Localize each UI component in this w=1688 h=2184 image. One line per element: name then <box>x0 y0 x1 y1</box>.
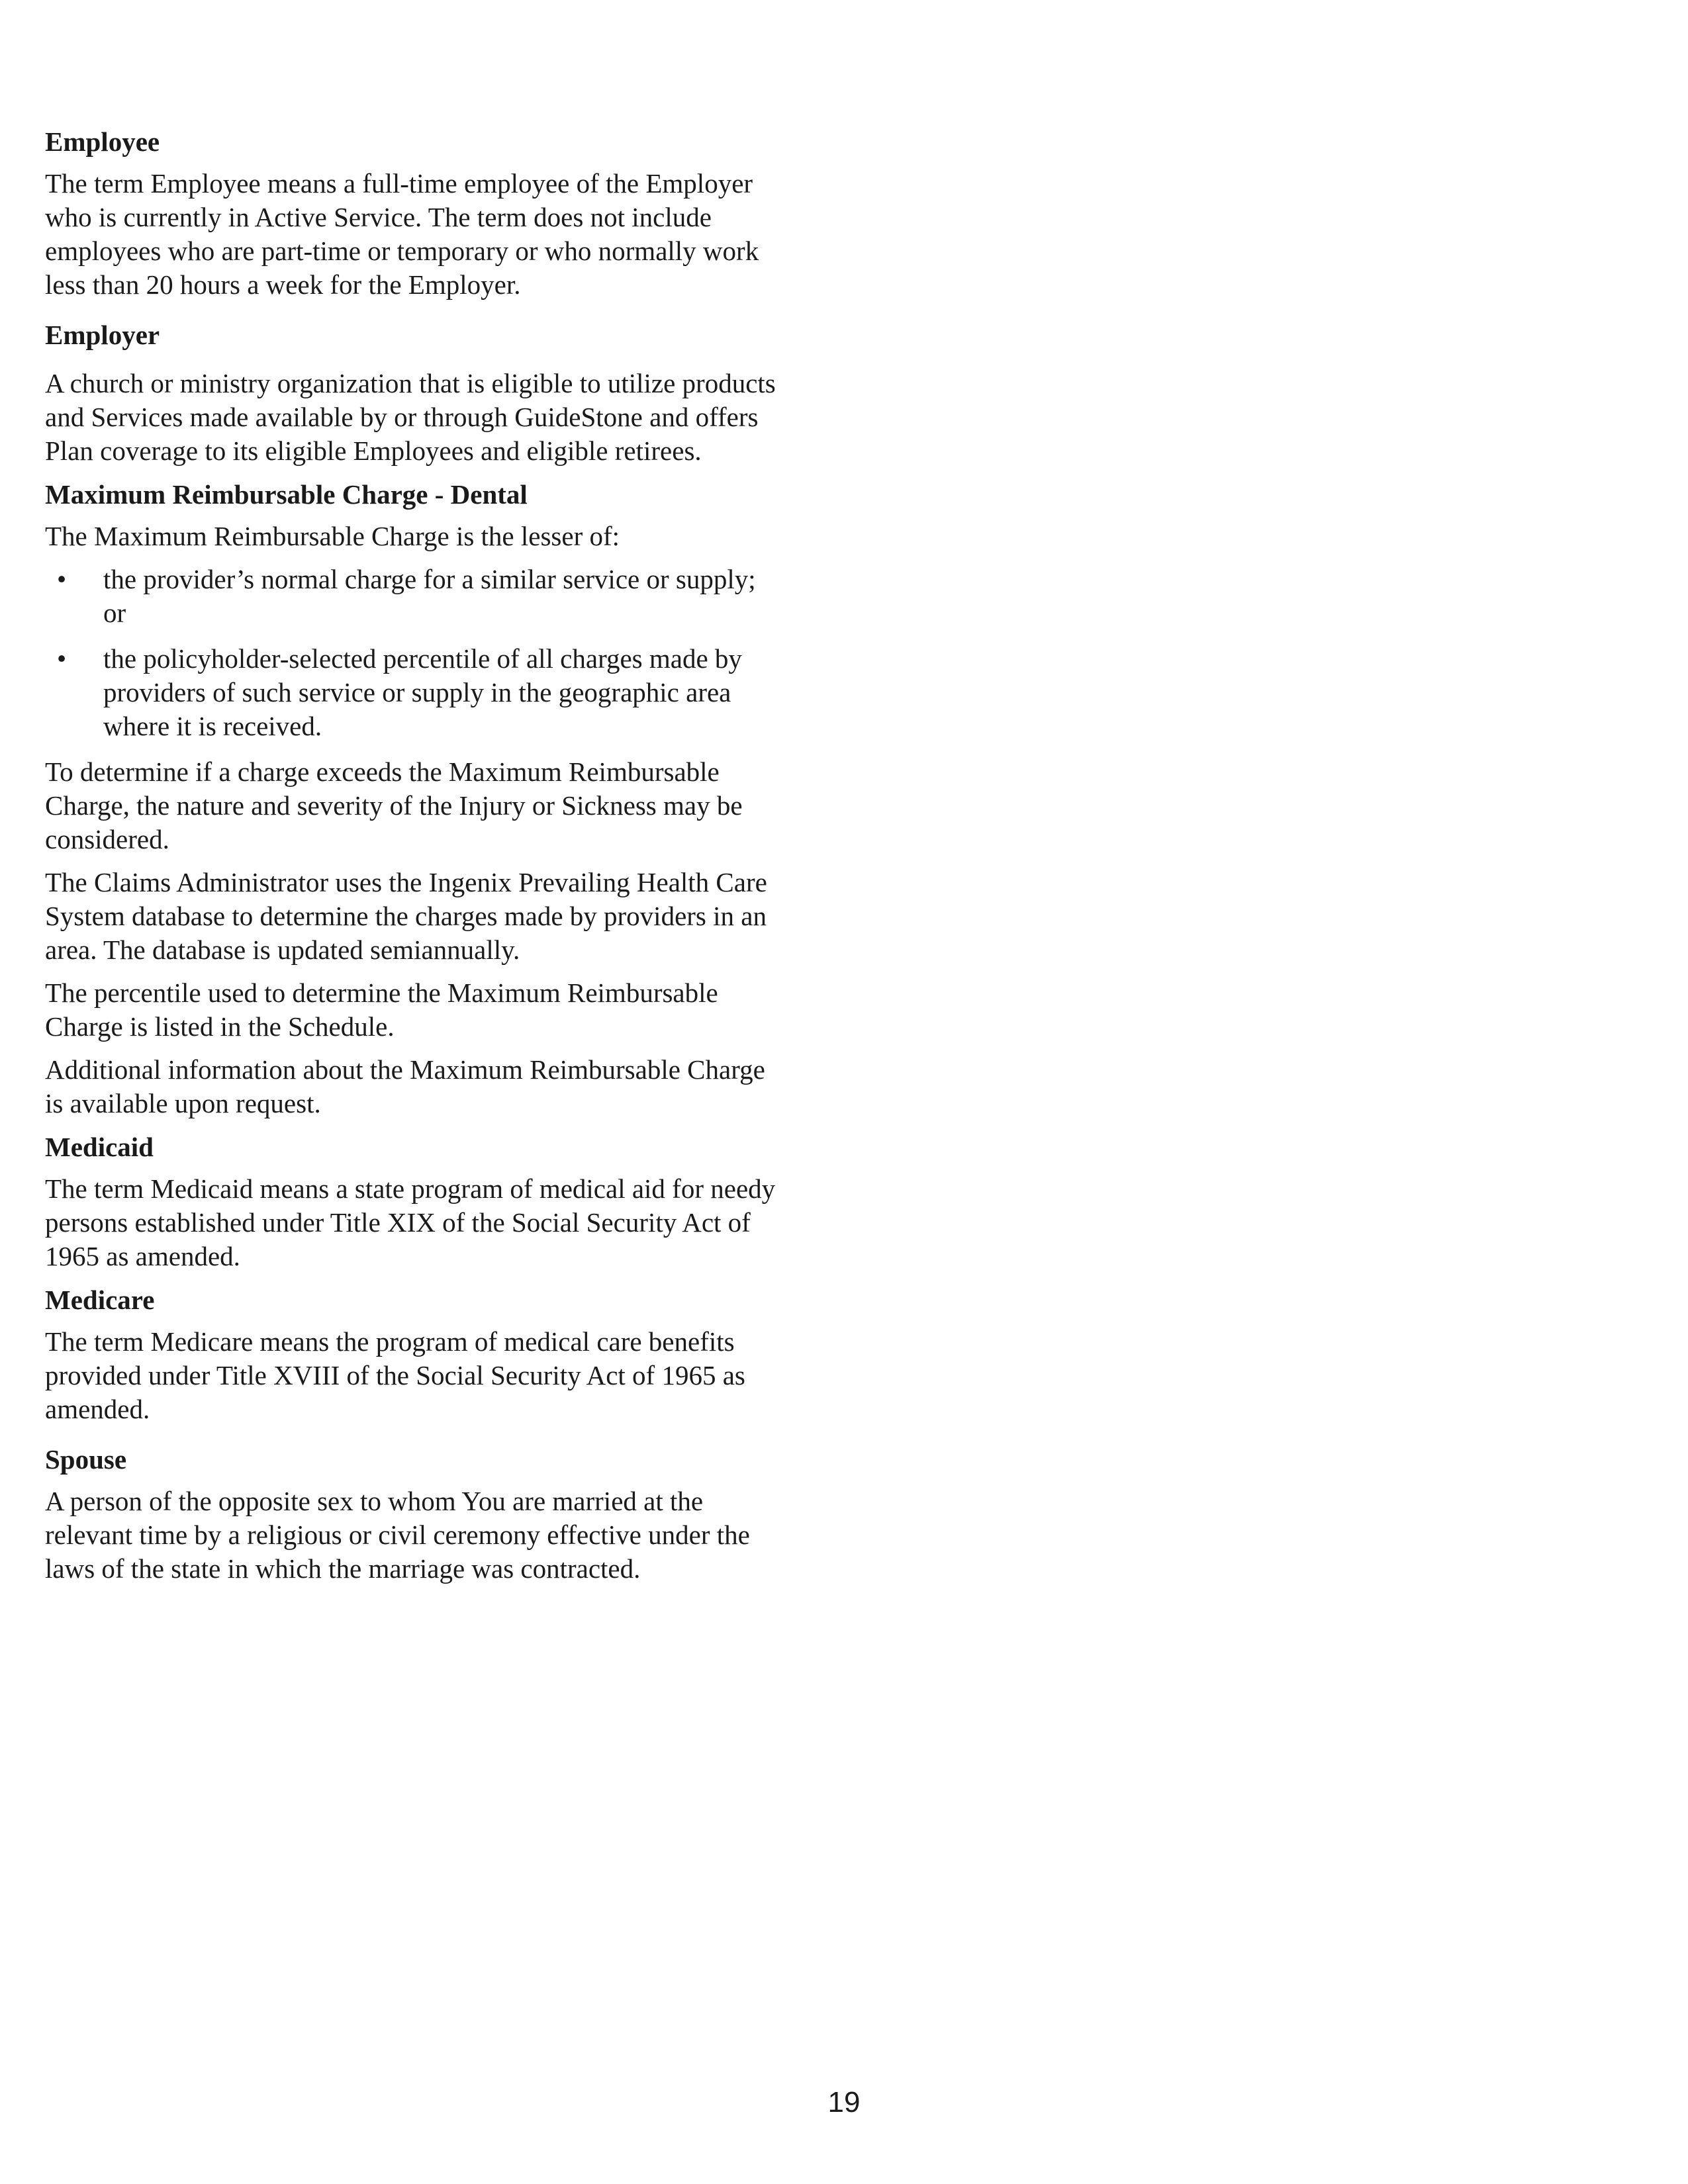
bullet-icon: • <box>56 643 67 674</box>
definition-text: The term Employee means a full-time employee of the Employer who is currently in Active Service. The term does not include employees who are part-time or temporary or who normally work less than 20 hours a week for the Employer. <box>45 168 759 300</box>
term-heading: Medicaid <box>45 1132 154 1162</box>
definition-intro: The Maximum Reimbursable Charge is the lesser of: <box>45 521 620 551</box>
definition-text: The term Medicaid means a state program of medical aid for needy persons established under Title XIX of the Social Security Act of 1965 as amended. <box>45 1173 776 1271</box>
list-item <box>45 563 780 630</box>
definition-text: A church or ministry organization that is eligible to utilize products and Services made available by or through GuideStone and offers Plan coverage to its eligible Employees and eligible retirees. <box>45 368 776 466</box>
definition-text: The term Medicare means the program of medical care benefits provided under Title XVIII of the Social Security Act of 1965 as amended. <box>45 1326 745 1424</box>
page-number: 19 <box>827 2086 861 2118</box>
definition-text: A person of the opposite sex to whom You are married at the relevant time by a religious or civil ceremony effective under the laws of the state in which the marriage was contracted. <box>45 1486 750 1584</box>
definitions-column <box>45 124 780 1595</box>
term-heading: Employer <box>45 320 160 350</box>
spacer <box>45 311 780 318</box>
spacer <box>45 1435 780 1442</box>
bullet-list <box>45 563 780 743</box>
bullet-icon: • <box>56 564 67 594</box>
spacer <box>45 360 780 367</box>
definition-medicare <box>45 1283 780 1426</box>
definition-text: To determine if a charge exceeds the Maximum Reimbursable Charge, the nature and severity of the Injury or Sickness may be considered. <box>45 756 743 854</box>
definition-text: Additional information about the Maximum Reimbursable Charge is available upon request. <box>45 1054 765 1118</box>
term-heading: Employee <box>45 126 160 157</box>
list-item-text: the provider’s normal charge for a similar service or supply; or <box>103 564 756 628</box>
definition-employee <box>45 124 780 302</box>
definition-medicaid <box>45 1130 780 1273</box>
definition-text: The Claims Administrator uses the Ingenix Prevailing Health Care System database to determine the charges made by providers in an area. The database is updated semiannually. <box>45 867 767 965</box>
term-heading: Spouse <box>45 1444 127 1475</box>
list-item-text: the policyholder-selected percentile of all charges made by providers of such service or supply in the geographic area where it is received. <box>103 643 742 741</box>
definition-maximum-reimbursable-charge <box>45 477 780 1120</box>
definition-spouse <box>45 1442 780 1586</box>
definition-text: The percentile used to determine the Maximum Reimbursable Charge is listed in the Schedule. <box>45 978 718 1042</box>
definition-employer <box>45 318 780 468</box>
term-heading: Maximum Reimbursable Charge - Dental <box>45 479 528 510</box>
term-heading: Medicare <box>45 1285 155 1315</box>
list-item <box>45 642 780 743</box>
